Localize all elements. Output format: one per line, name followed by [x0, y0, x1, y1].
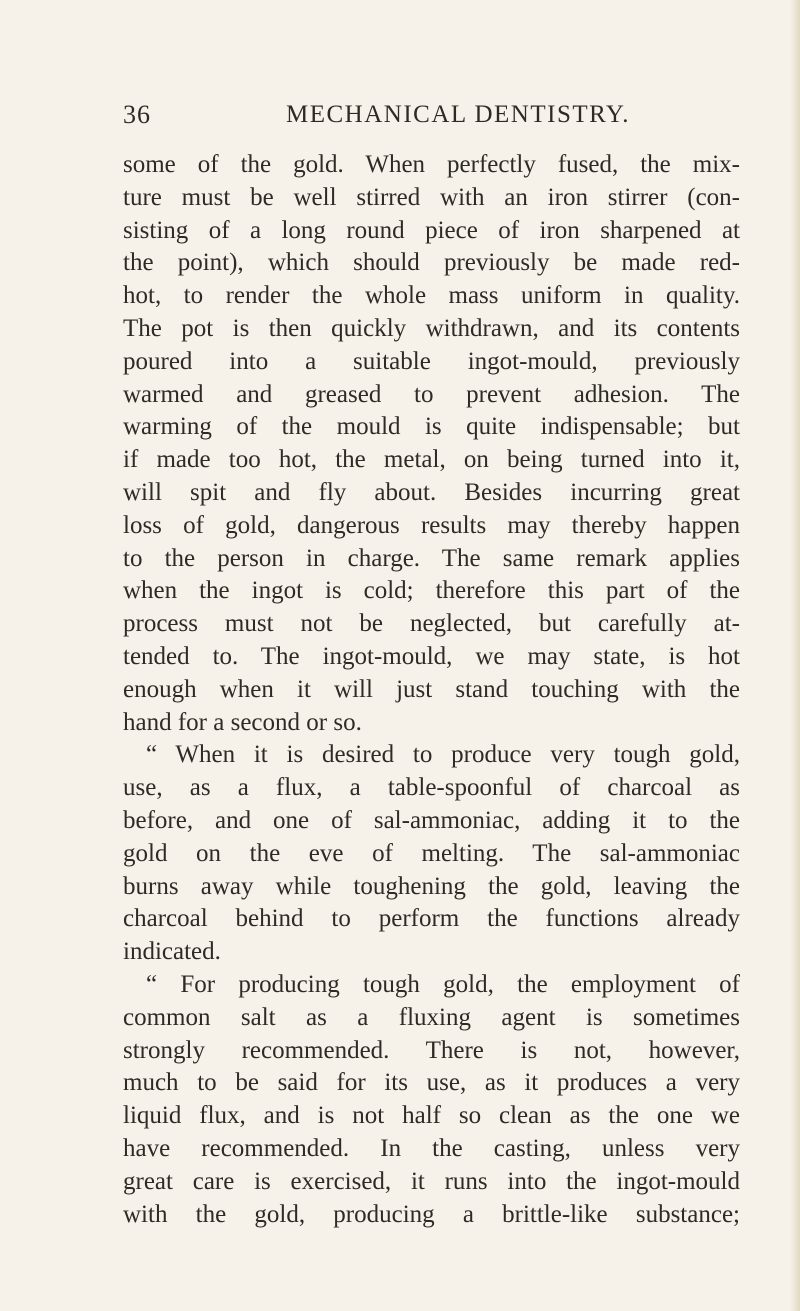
text-line: strongly recommended. There is not, however,	[123, 1036, 740, 1064]
text-line: great care is exercised, it runs into the ingot-mould	[123, 1167, 740, 1195]
text-line: gold on the eve of melting. The sal-ammoniac	[123, 839, 740, 867]
text-line: much to be said for its use, as it produces a very	[123, 1069, 740, 1097]
text-line: liquid flux, and is not half so clean as the one we	[123, 1102, 740, 1130]
page-edge-shadow	[790, 0, 800, 1311]
text-line: warmed and greased to prevent adhesion. The	[123, 380, 740, 408]
text-line: to the person in charge. The same remark applies	[123, 544, 740, 572]
text-line: “ For producing tough gold, the employment of	[146, 970, 740, 998]
text-line: warming of the mould is quite indispensable; but	[123, 413, 740, 441]
text-line: will spit and fly about. Besides incurring great	[123, 478, 740, 506]
text-line: when the ingot is cold; therefore this part of the	[123, 577, 740, 605]
text-line: if made too hot, the metal, on being turned into it,	[123, 446, 740, 474]
text-line: poured into a suitable ingot-mould, previously	[123, 347, 740, 375]
text-line: enough when it will just stand touching with the	[123, 675, 740, 703]
text-line: sisting of a long round piece of iron sharpened at	[123, 216, 740, 244]
text-line: ture must be well stirred with an iron stirrer (con-	[123, 183, 740, 211]
text-line: before, and one of sal-ammoniac, adding it to the	[123, 806, 740, 834]
text-line: The pot is then quickly withdrawn, and its contents	[123, 314, 740, 342]
text-line: “ When it is desired to produce very tough gold,	[146, 741, 740, 769]
text-line: hand for a second or so.	[123, 708, 362, 736]
running-title: MECHANICAL DENTISTRY.	[286, 101, 631, 128]
text-line: hot, to render the whole mass uniform in quality.	[123, 282, 740, 310]
text-line: use, as a flux, a table-spoonful of charcoal as	[123, 774, 740, 802]
text-line: process must not be neglected, but carefully at-	[123, 610, 740, 638]
text-line: the point), which should previously be made red-	[123, 249, 740, 277]
text-line: have recommended. In the casting, unless very	[123, 1134, 740, 1162]
text-line: burns away while toughening the gold, leaving the	[123, 872, 740, 900]
text-line: tended to. The ingot-mould, we may state, is hot	[123, 642, 740, 670]
text-line: some of the gold. When perfectly fused, the mix-	[123, 151, 740, 178]
text-line: common salt as a fluxing agent is sometimes	[123, 1003, 740, 1031]
text-line: indicated.	[123, 938, 221, 966]
page-number: 36	[123, 100, 151, 129]
text-line: with the gold, producing a brittle-like substance;	[123, 1200, 740, 1228]
text-line: loss of gold, dangerous results may thereby happen	[123, 511, 740, 539]
running-head	[123, 100, 723, 134]
body-text	[123, 149, 740, 1231]
text-line: charcoal behind to perform the functions already	[123, 905, 740, 933]
